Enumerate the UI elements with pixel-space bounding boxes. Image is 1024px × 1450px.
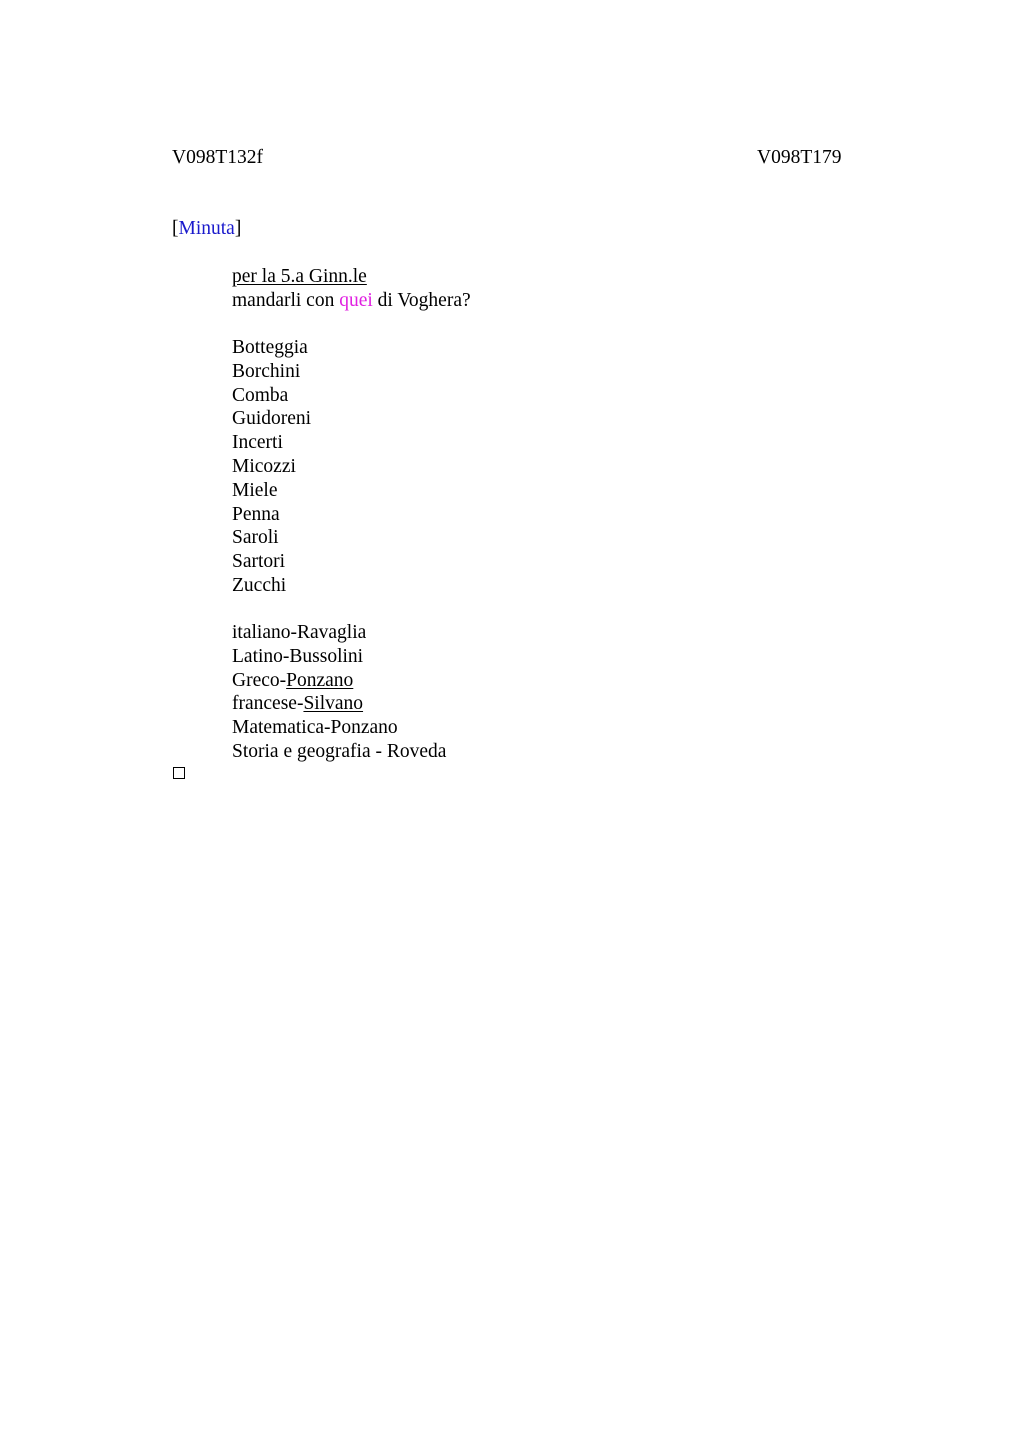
list-item	[232, 692, 446, 716]
document-type-label: Minuta	[178, 218, 235, 239]
list-item: italiano-Ravaglia	[232, 622, 367, 643]
list-item	[232, 669, 446, 693]
close-bracket: ]	[234, 218, 242, 239]
end-marker-box	[173, 767, 185, 779]
open-bracket: [	[172, 218, 179, 239]
question-text-end: di Voghera?	[372, 290, 471, 311]
question-highlight: quei	[339, 290, 373, 311]
list-item: Micozzi	[232, 455, 296, 477]
document-code-left: V098T132f	[172, 147, 263, 168]
list-item: Incerti	[232, 432, 283, 454]
list-item: Storia e geografia - Roveda	[232, 740, 447, 762]
list-item: Sartori	[232, 551, 286, 573]
list-item: Guidoreni	[232, 408, 312, 430]
teacher-list	[232, 621, 446, 764]
list-item: Matematica-Ponzano	[232, 717, 398, 739]
list-item: Botteggia	[232, 337, 308, 358]
question-text-start: mandarli con	[232, 290, 340, 311]
question-line	[232, 289, 471, 313]
list-item: Zucchi	[232, 574, 287, 596]
list-item: Penna	[232, 503, 280, 525]
student-list	[232, 336, 311, 598]
subject-label: Greco-	[232, 669, 287, 691]
document-code-right: V098T179	[757, 147, 842, 168]
list-item: Latino-Bussolini	[232, 645, 364, 667]
list-item: Comba	[232, 384, 289, 406]
list-item: Miele	[232, 479, 278, 501]
subject-label: francese-	[232, 693, 304, 715]
class-heading: per la 5.a Ginn.le	[232, 266, 367, 287]
list-item: Borchini	[232, 360, 301, 382]
document-type	[172, 217, 241, 241]
teacher-name: Ponzano	[286, 669, 354, 691]
list-item: Saroli	[232, 527, 279, 549]
teacher-name: Silvano	[303, 693, 364, 715]
